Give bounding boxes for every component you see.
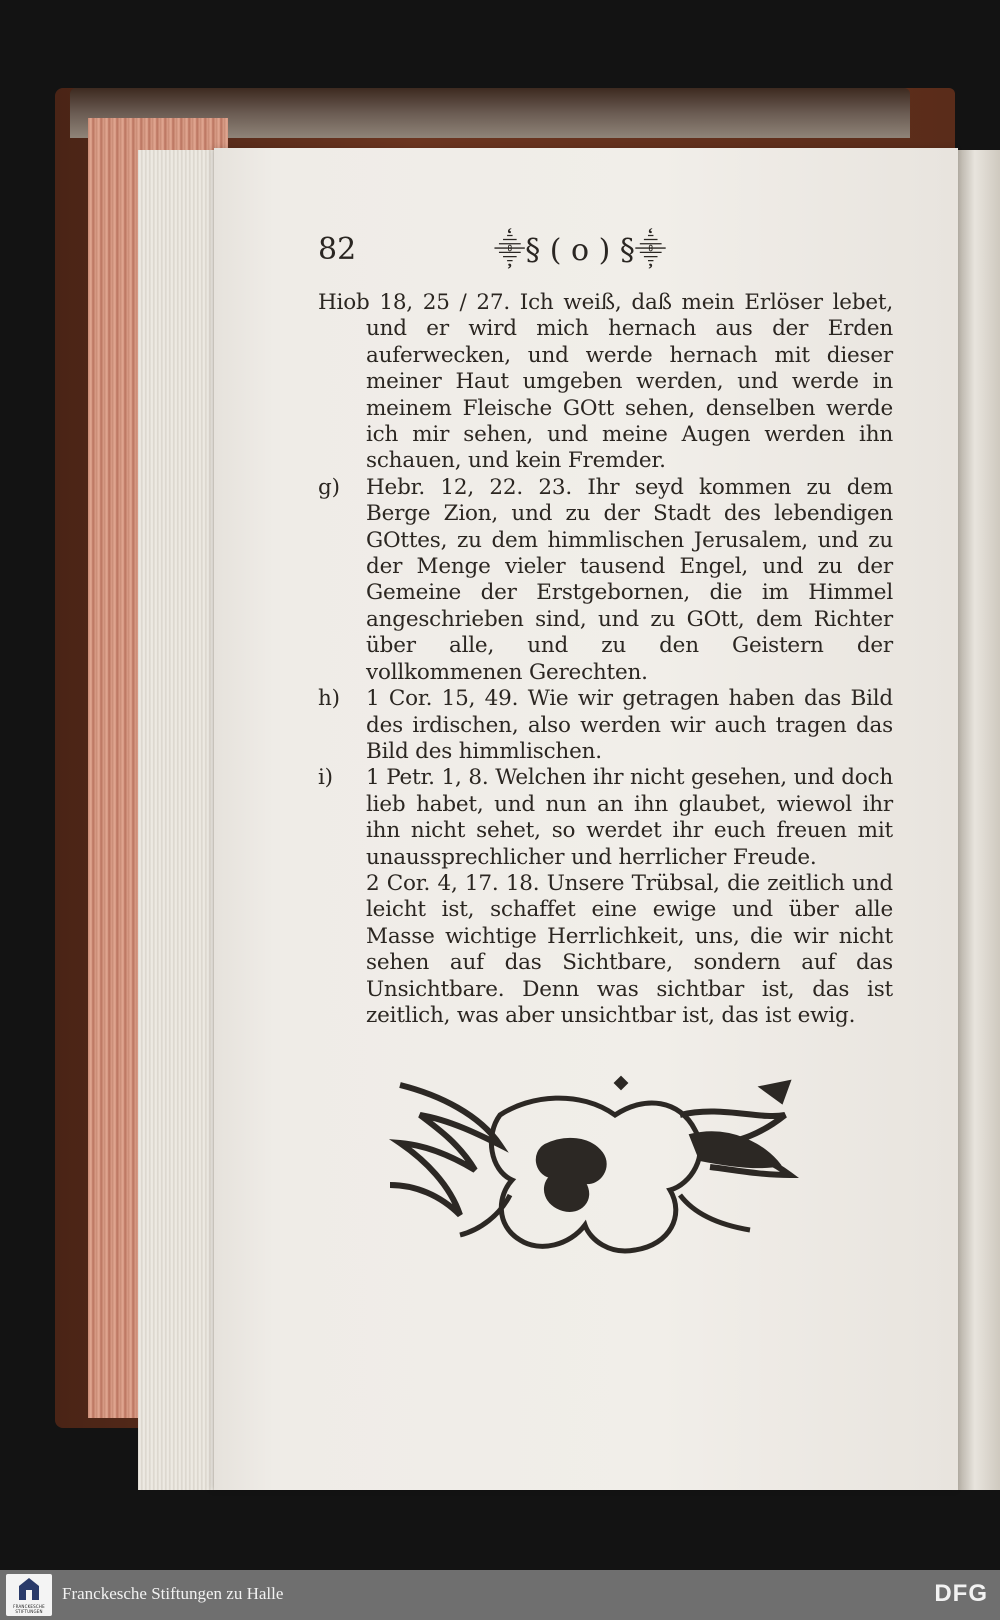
footnote-mark: g) [318,474,340,500]
page-text [318,290,893,1029]
ornamental-vignette [380,1075,820,1260]
footnote-mark: i) [318,765,333,791]
dfg-logo[interactable]: DFG [934,1580,988,1607]
page-number: 82 [318,232,357,267]
institution-name[interactable]: Franckesche Stiftungen zu Halle [62,1584,284,1603]
footnote-entry [318,475,893,686]
header-ornament: ⸎§ ( o ) §⸎ [494,233,667,268]
entry-text: Welchen ihr nicht gesehen, und doch lieb habet, und nun an ihn glaubet, wiewol ihr ihn nicht sehet, so werdet ihr euch freuen mit unaussprechlicher und herrlicher Freude. [366,765,893,870]
entry-text: Unsere Trübsal, die zeitlich und leicht ist, schaffet eine ewige und über alle Masse wichtige Herrlichkeit, uns, die wir nicht sehen auf das Sichtbare, sondern auf das Unsichtbare. Denn was sichtbar ist, das ist zeitlich, was aber unsichtbar ist, das ist ewig. [366,870,893,1028]
scripture-reference: 1 Cor. 15, 49. [366,686,519,712]
footer-bar [0,1570,1000,1620]
footnote-entry [318,686,893,765]
scripture-reference: Hiob 18, 25 / 27. [318,290,510,315]
facing-page-edge [958,150,1000,1490]
entry-text: Ich weiß, daß mein Erlöser lebet, und er wird mich hernach aus der Erden auferwecken, und werde hernach mit dieser meiner Haut umgeben werden, und werde in meinem Fleische GOtt sehen, denselben werde ich mir sehen, und meine Augen werden ihn schauen, und kein Fremder. [366,290,893,474]
page-header [318,228,878,278]
scripture-reference: 2 Cor. 4, 17. 18. [366,870,540,896]
institution-logo[interactable] [6,1574,52,1616]
entry-text: Ihr seyd kommen zu dem Berge Zion, und zu der Stadt des lebendigen GOttes, zu dem himmlischen Jerusalem, und zu der Menge vieler tausend Engel, und zu der Gemeine der Erstgebornen, die im Himmel angeschrieben sind, und zu GOtt, dem Richter über alle, und zu den Geistern der vollkommenen Gerechten. [366,474,893,685]
footnote-entry [318,765,893,871]
building-icon [6,1574,52,1606]
scripture-reference: 1 Petr. 1, 8. [366,765,489,791]
footnote-entry [318,871,893,1029]
scripture-reference: Hebr. 12, 22. 23. [366,474,572,500]
logo-caption: FRANCKESCHE STIFTUNGEN [13,1604,45,1614]
footnote-entry [318,290,893,475]
entry-text: Wie wir getragen haben das Bild des irdischen, also werden wir auch tragen das Bild des himmlischen. [366,686,893,764]
footnote-mark: h) [318,686,340,712]
